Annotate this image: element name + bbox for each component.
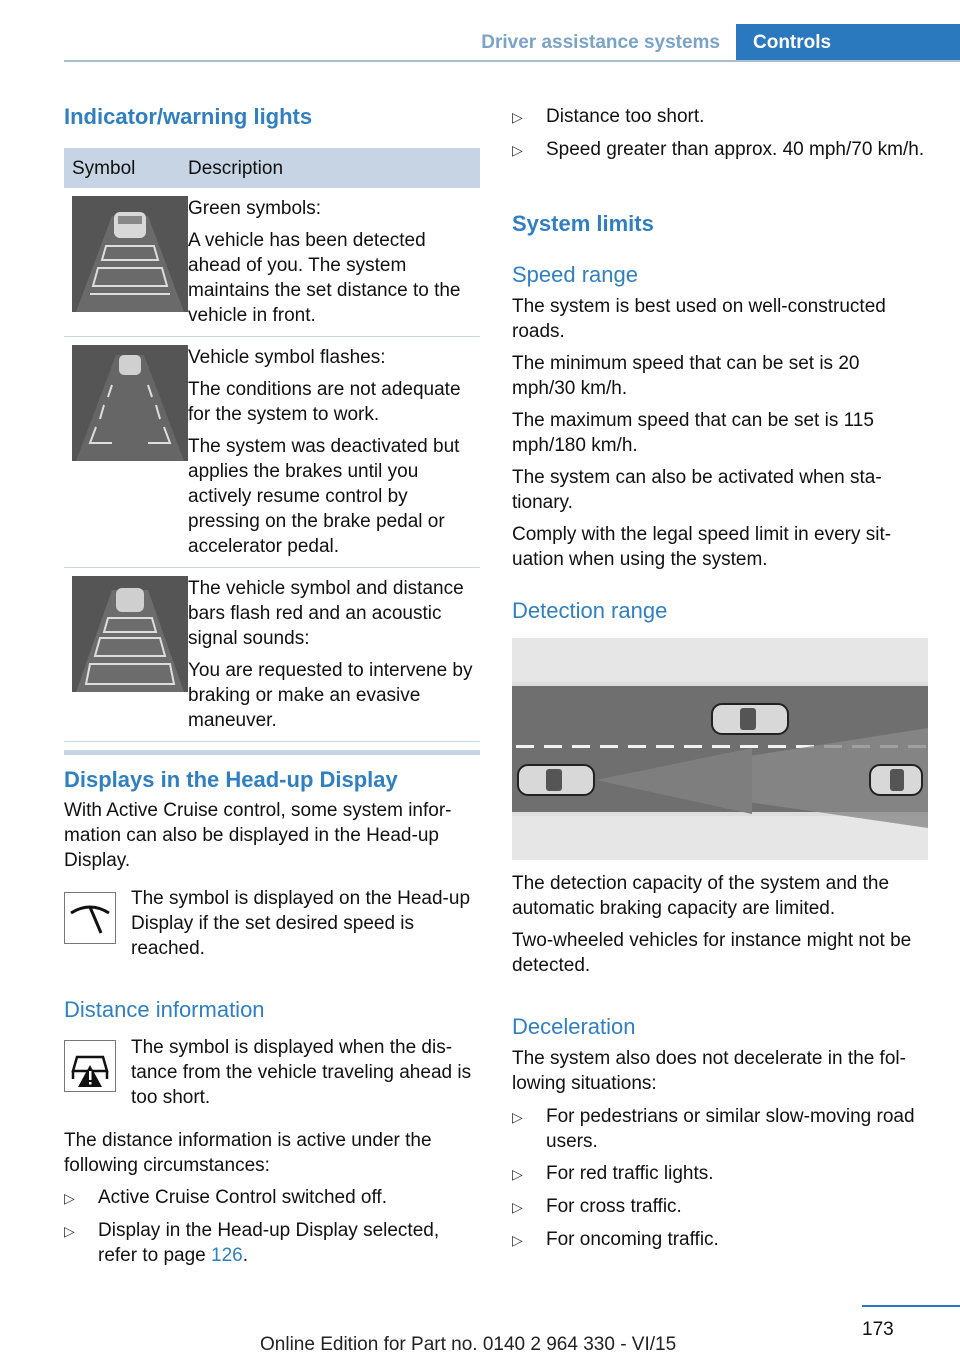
row2-line: Vehicle symbol flashes: — [188, 347, 386, 368]
vehicle-flashing-symbol-image — [72, 345, 188, 461]
detection-text — [512, 871, 928, 978]
list-item: ▷ Display in the Head-up Display selected, refer to page 126. — [64, 1220, 440, 1266]
speedometer-needle-icon — [64, 892, 116, 944]
vehicle-detected-symbol-image — [72, 196, 188, 312]
paragraph: The maximum speed that can be set is 115 mph/180 km/h. — [512, 410, 874, 456]
detection-range-heading: Detection range — [512, 598, 668, 623]
indicator-heading: Indicator/warning lights — [64, 104, 313, 129]
paragraph: The system is best used on well-constructed roads. — [512, 296, 886, 342]
distance-active-text: The distance information is active under the following circumstances: — [64, 1130, 432, 1176]
vehicle-warning-icon — [64, 1040, 116, 1092]
page-reference-link[interactable]: 126 — [211, 1245, 243, 1266]
distance-warning-symbol-image — [72, 576, 188, 692]
deceleration-bullet-list — [512, 1104, 928, 1260]
distance-symbol-text: The symbol is displayed when the distance from the vehicle traveling ahead is too short. — [131, 1037, 472, 1108]
hud-intro-text: With Active Cruise control, some system information can also be displayed in the Head-up Display. — [64, 800, 452, 871]
row2-line: The conditions are not adequate for the system to work. — [188, 379, 461, 425]
triangle-right-icon: ▷ — [512, 109, 523, 125]
triangle-right-icon: ▷ — [512, 1232, 523, 1248]
speed-range-text — [512, 294, 928, 572]
list-item: ▷ For oncoming traffic. — [512, 1227, 928, 1253]
triangle-right-icon: ▷ — [512, 142, 523, 158]
triangle-right-icon: ▷ — [64, 1190, 75, 1206]
top-bullet-list — [512, 104, 928, 170]
triangle-right-icon: ▷ — [512, 1166, 523, 1182]
deceleration-heading: Deceleration — [512, 1014, 636, 1039]
list-item: ▷ For red traffic lights. — [512, 1161, 928, 1187]
list-item: ▷ For cross traffic. — [512, 1194, 928, 1220]
paragraph: The system can also be activated when stationary. — [512, 467, 882, 513]
paragraph: The minimum speed that can be set is 20 mph/30 km/h. — [512, 353, 860, 399]
col-description-header: Description — [188, 157, 284, 179]
list-item: ▷ Distance too short. — [512, 104, 928, 130]
deceleration-intro: The system also does not decelerate in the following situations: — [512, 1048, 906, 1094]
list-item: ▷ Speed greater than approx. 40 mph/70 km/h. — [512, 137, 928, 163]
detection-range-illustration — [512, 638, 928, 860]
table-row — [64, 568, 480, 742]
table-row — [64, 337, 480, 568]
table-row — [64, 188, 480, 337]
row3-line: The vehicle symbol and distance bars flash red and an acoustic signal sounds: — [188, 578, 464, 649]
row3-line: You are requested to intervene by braking or make an evasive maneuver. — [188, 660, 473, 731]
paragraph: The detection capacity of the system and the automatic braking capacity are limited. — [512, 873, 890, 919]
table-end-rule — [64, 750, 480, 755]
triangle-right-icon: ▷ — [512, 1109, 523, 1125]
hud-symbol-text: The symbol is displayed on the Head-up Display if the set desired speed is reached. — [131, 888, 471, 959]
triangle-right-icon: ▷ — [64, 1223, 75, 1239]
speed-range-heading: Speed range — [512, 262, 638, 287]
row1-line: Green symbols: — [188, 198, 322, 219]
hud-heading: Displays in the Head-up Display — [64, 767, 398, 792]
list-item: ▷ For pedestrians or similar slow-moving road users. — [512, 1106, 915, 1152]
distance-heading: Distance information — [64, 997, 265, 1022]
list-item: ▷ Active Cruise Control switched off. — [64, 1185, 480, 1211]
header-section-title: Driver assistance systems — [481, 32, 720, 53]
paragraph: Two-wheeled vehicles for instance might not be detected. — [512, 930, 912, 976]
header-chapter-tab: Controls — [736, 24, 960, 61]
paragraph: Comply with the legal speed limit in every situation when using the system. — [512, 524, 892, 570]
indicator-table — [64, 148, 480, 755]
row2-line: The system was deactivated but applies the brakes until you actively resume control by pressing on the brake pedal or accelerator pedal. — [188, 436, 460, 557]
edition-note: Online Edition for Part no. 0140 2 964 330 - VI/15 — [260, 1334, 677, 1355]
system-limits-heading: System limits — [512, 211, 654, 236]
header-rule — [64, 60, 960, 62]
footer-rule — [862, 1305, 960, 1307]
table-header — [64, 148, 480, 188]
col-symbol-header: Symbol — [72, 157, 136, 179]
triangle-right-icon: ▷ — [512, 1199, 523, 1215]
page-number: 173 — [862, 1319, 894, 1340]
distance-bullet-list — [64, 1185, 480, 1275]
row1-line: A vehicle has been detected ahead of you. The system maintains the set distance to the vehicle in front. — [188, 230, 461, 326]
